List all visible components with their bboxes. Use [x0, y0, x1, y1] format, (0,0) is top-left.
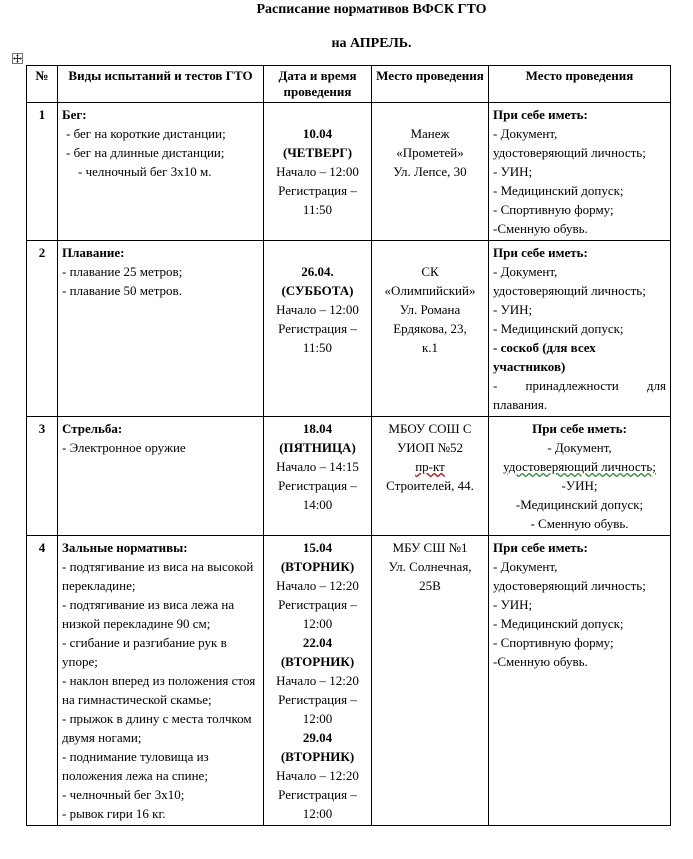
date-value: 26.04.	[301, 264, 334, 279]
place-line: пр-кт	[415, 459, 445, 474]
place-line: СК	[421, 264, 439, 279]
date-value: 10.04	[302, 126, 333, 141]
requirement-item: - Спортивную форму;	[493, 202, 614, 217]
test-item: - подтягивание из виса лежа на низкой перекладине 90 см;	[62, 597, 235, 631]
requirement-item: - соскоб (для всех участников)	[493, 340, 596, 374]
test-cell	[58, 417, 264, 536]
registration-label: Регистрация –	[278, 597, 357, 612]
place-line: МБОУ СОШ С	[388, 421, 472, 436]
test-cell	[58, 241, 264, 417]
requirement-item: - УИН;	[493, 597, 533, 612]
start-time: Начало – 12:20	[276, 768, 359, 783]
requirement-item: -УИН;	[561, 478, 598, 493]
header-place-requirements: Место проведения	[489, 66, 671, 103]
place-line: Ул. Романа	[399, 302, 461, 317]
weekday: (СУББОТА)	[281, 283, 354, 298]
registration-label: Регистрация –	[278, 692, 357, 707]
test-title: Стрельба:	[62, 421, 123, 436]
date-value: 29.04	[302, 730, 333, 745]
registration-label: Регистрация –	[278, 787, 357, 802]
place-line: Ул. Солнечная,	[388, 559, 472, 574]
requirement-item: - Документ,	[547, 440, 612, 455]
document-title: Расписание нормативов ВФСК ГТО	[256, 2, 487, 17]
date-value: 22.04	[302, 635, 333, 650]
date-cell	[264, 417, 372, 536]
registration-label: Регистрация –	[278, 321, 357, 336]
row-number: 4	[27, 536, 58, 826]
requirement-item: удостоверяющий личность;	[493, 578, 646, 593]
requirements-title: При себе иметь:	[493, 245, 588, 260]
requirement-item: удостоверяющий личность;	[493, 145, 646, 160]
schedule-table	[26, 65, 671, 826]
test-item: - прыжок в длину с места толчком двумя ногами;	[62, 711, 252, 745]
place-line: «Прометей»	[396, 145, 464, 160]
requirement-item: - Сменную обувь.	[530, 516, 629, 531]
place-line: МБУ СШ №1	[392, 540, 468, 555]
weekday: (ЧЕТВЕРГ)	[282, 145, 353, 160]
registration-time: 12:00	[302, 711, 333, 726]
row-number: 1	[27, 103, 58, 241]
requirement-item: -Сменную обувь.	[493, 221, 588, 236]
requirements-cell	[489, 417, 671, 536]
registration-time: 11:50	[302, 202, 333, 217]
test-item: - сгибание и разгибание рук в упоре;	[62, 635, 227, 669]
date-value: 18.04	[302, 421, 333, 436]
place-cell	[372, 241, 489, 417]
requirements-title: При себе иметь:	[493, 107, 588, 122]
start-time: Начало – 12:00	[276, 164, 359, 179]
requirement-item: - Медицинский допуск;	[493, 183, 624, 198]
place-cell	[372, 536, 489, 826]
place-cell	[372, 417, 489, 536]
requirements-title: При себе иметь:	[532, 421, 627, 436]
date-value: 15.04	[302, 540, 333, 555]
registration-time: 12:00	[302, 806, 333, 821]
place-cell	[372, 103, 489, 241]
table-row	[27, 536, 671, 826]
test-item: - челночный бег 3х10 м.	[78, 164, 212, 179]
requirement-item: удостоверяющий личность;	[503, 459, 656, 474]
test-title: Бег:	[62, 107, 87, 122]
requirement-item: - Документ,	[493, 126, 558, 141]
test-item: - плавание 25 метров;	[62, 264, 183, 279]
start-time: Начало – 12:00	[276, 302, 359, 317]
place-line: «Олимпийский»	[384, 283, 476, 298]
registration-label: Регистрация –	[278, 183, 357, 198]
test-item: - подтягивание из виса на высокой перекладине;	[62, 559, 254, 593]
place-line: Ердякова, 23,	[393, 321, 467, 336]
test-item: - поднимание туловища из положения лежа на спине;	[62, 749, 209, 783]
table-move-handle-icon[interactable]	[12, 53, 23, 64]
date-cell	[264, 241, 372, 417]
date-cell	[264, 103, 372, 241]
row-number: 2	[27, 241, 58, 417]
requirement-item: - Документ,	[493, 559, 558, 574]
requirement-item: - УИН;	[493, 164, 533, 179]
header-place: Место проведения	[372, 66, 489, 103]
requirement-item: -Сменную обувь.	[493, 654, 588, 669]
place-line: УИОП №52	[396, 440, 464, 455]
document-subtitle-month: на АПРЕЛЬ.	[331, 36, 412, 51]
date-cell	[264, 536, 372, 826]
table-row	[27, 417, 671, 536]
table-header-row	[27, 66, 671, 103]
registration-label: Регистрация –	[278, 478, 357, 493]
test-item: - наклон вперед из положения стоя на гимнастической скамье;	[62, 673, 256, 707]
start-time: Начало – 14:15	[276, 459, 359, 474]
requirement-item: -Медицинский допуск;	[515, 497, 644, 512]
test-item: - плавание 50 метров.	[62, 283, 182, 298]
test-item: - рывок гири 16 кг.	[62, 806, 166, 821]
test-item: - челночный бег 3х10;	[62, 787, 185, 802]
requirements-cell	[489, 536, 671, 826]
table-row	[27, 241, 671, 417]
table-row	[27, 103, 671, 241]
requirements-cell	[489, 241, 671, 417]
test-item: - бег на длинные дистанции;	[66, 145, 225, 160]
requirement-item: - Документ,	[493, 264, 558, 279]
test-title: Зальные нормативы:	[62, 540, 188, 555]
requirements-cell	[489, 103, 671, 241]
header-date-time: Дата и время проведения	[264, 66, 372, 103]
weekday: (ВТОРНИК)	[280, 559, 355, 574]
test-cell	[58, 536, 264, 826]
place-line: Манеж	[410, 126, 450, 141]
registration-time: 12:00	[302, 616, 333, 631]
header-test-types: Виды испытаний и тестов ГТО	[58, 66, 264, 103]
requirement-item: - принадлежности для плавания.	[493, 378, 666, 412]
registration-time: 11:50	[302, 340, 333, 355]
header-number: №	[27, 66, 58, 103]
place-line: 25В	[419, 578, 441, 593]
row-number: 3	[27, 417, 58, 536]
place-line: Ул. Лепсе, 30	[393, 164, 467, 179]
requirement-item: - Медицинский допуск;	[493, 321, 624, 336]
weekday: (ВТОРНИК)	[280, 749, 355, 764]
weekday: (ВТОРНИК)	[280, 654, 355, 669]
test-title: Плавание:	[62, 245, 125, 260]
test-item: - Электронное оружие	[62, 440, 186, 455]
test-item: - бег на короткие дистанции;	[66, 126, 226, 141]
test-cell	[58, 103, 264, 241]
requirement-item: удостоверяющий личность;	[493, 283, 646, 298]
registration-time: 14:00	[302, 497, 333, 512]
start-time: Начало – 12:20	[276, 578, 359, 593]
requirements-title: При себе иметь:	[493, 540, 588, 555]
requirement-item: - Медицинский допуск;	[493, 616, 624, 631]
start-time: Начало – 12:20	[276, 673, 359, 688]
weekday: (ПЯТНИЦА)	[279, 440, 356, 455]
requirement-item: - УИН;	[493, 302, 533, 317]
requirement-item: - Спортивную форму;	[493, 635, 614, 650]
place-line: Строителей, 44.	[386, 478, 474, 493]
place-line: к.1	[421, 340, 439, 355]
